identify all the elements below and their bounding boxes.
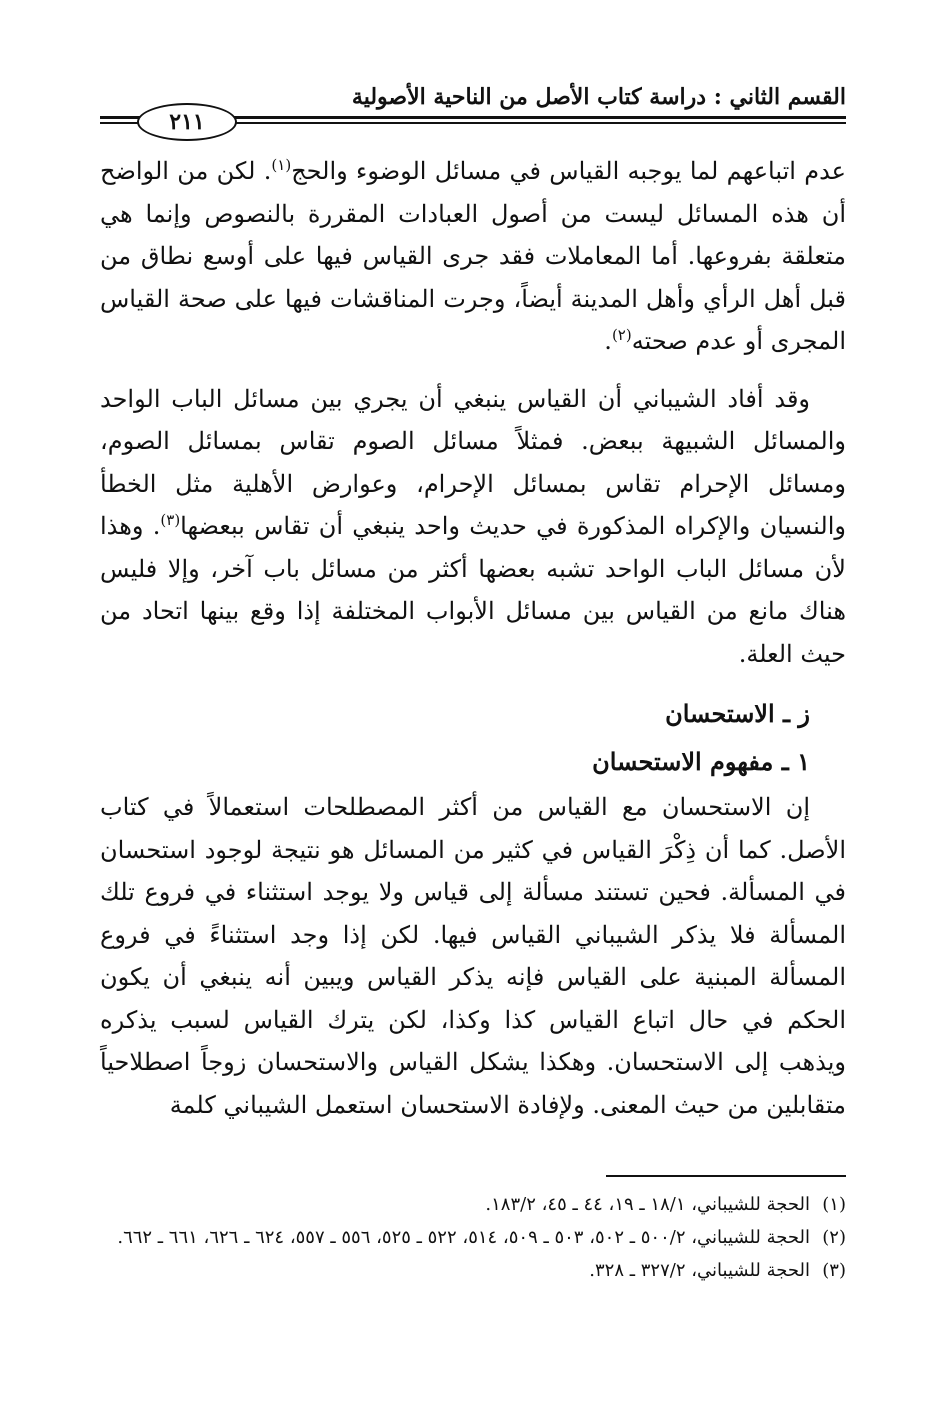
section-heading: ز ـ الاستحسان (665, 699, 810, 728)
paragraph-1-text-b: . لكن من الواضح أن هذه المسائل ليست من أصول العبادات المقررة بالنصوص وإنما هي متعلقة بفروعها. أما المعاملات فقد جرى القياس فيها على أوسع نطاق من قبل أهل الرأي وأهل المدينة أيضاً، وجرت المناقشات فيها على صحة القياس المجرى أو عدم صحته (100, 157, 846, 355)
page-number-badge: ٢١١ (137, 103, 237, 141)
footnote-1 (100, 1188, 846, 1221)
footnote-2-number: (٢) (822, 1227, 846, 1248)
footnotes (100, 1188, 846, 1287)
footnote-ref-2: (٢) (611, 326, 632, 344)
footnote-3-text: الحجة للشيباني، ٣٢٧/٢ ـ ٣٢٨. (589, 1260, 810, 1281)
footnote-3 (100, 1254, 846, 1287)
running-header-title: القسم الثاني : دراسة كتاب الأصل من الناحية الأصولية (351, 84, 846, 110)
paragraph-2-text-a: وقد أفاد الشيباني أن القياس ينبغي أن يجري بين مسائل الباب الواحد والمسائل الشبيهة ببعض. فمثلاً مسائل الصوم تقاس بمسائل الصوم، ومسائل الإحرام تقاس بمسائل الإحرام، وعوارض الأهلية مثل الخطأ والنسيان والإكراه المذكورة في حديث واحد ينبغي أن تقاس ببعضها (100, 384, 846, 540)
footnote-1-text: الحجة للشيباني، ١٨/١ ـ ١٩، ٤٤ ـ ٤٥، ١٨٣/٢. (485, 1194, 810, 1215)
paragraph-1 (100, 150, 846, 363)
paragraph-1-text-a: عدم اتباعهم لما يوجبه القياس في مسائل الوضوء والحج (291, 157, 846, 185)
footnote-ref-1: (١) (271, 156, 292, 174)
footnote-3-number: (٣) (822, 1260, 846, 1281)
paragraph-gap (100, 363, 846, 378)
paragraph-1-text-c: . (604, 327, 612, 355)
footnote-1-number: (١) (822, 1194, 846, 1215)
footnote-ref-3: (٣) (160, 511, 181, 529)
footnote-2 (100, 1221, 846, 1254)
paragraph-2 (100, 378, 846, 676)
paragraph-gap (100, 675, 846, 690)
main-text (100, 150, 846, 1126)
paragraph-3: إن الاستحسان مع القياس من أكثر المصطلحات استعمالاً في كتاب الأصل. كما أن ذِكْرَ القياس في كثير من المسائل هو نتيجة لوجود استحسان في المسألة. فحين تستند مسألة إلى قياس ولا يوجد استثناء في فروع تلك المسألة فلا يذكر الشيباني القياس فيها. لكن إذا وجد استثناءً في فروع المسألة المبنية على القياس فإنه يذكر القياس ويبين أنه ينبغي أن يكون الحكم في حال اتباع القياس كذا وكذا، لكن يترك القياس لسبب يذكره ويذهب إلى الاستحسان. وهكذا يشكل القياس والاستحسان زوجاً اصطلاحياً متقابلين من حيث المعنى. ولإفادة الاستحسان استعمل الشيباني كلمة (100, 793, 847, 1119)
subsection-heading: ١ ـ مفهوم الاستحسان (592, 747, 810, 776)
footnote-separator (606, 1175, 846, 1177)
paragraph-2-text-b: . وهذا لأن مسائل الباب الواحد تشبه بعضها أكثر من مسائل باب آخر، وإلا فليس هناك مانع من القياس بين مسائل الأبواب المختلفة إذا وقع بينها اتحاد من حيث العلة. (100, 512, 846, 668)
footnote-2-text: الحجة للشيباني، ٥٠٠/٢ ـ ٥٠٢، ٥٠٣ ـ ٥٠٩، ٥١٤، ٥٢٢ ـ ٥٢٥، ٥٥٦ ـ ٥٥٧، ٦٢٤ ـ ٦٢٦، ٦٦١ ـ ٦٦٢. (117, 1227, 810, 1248)
